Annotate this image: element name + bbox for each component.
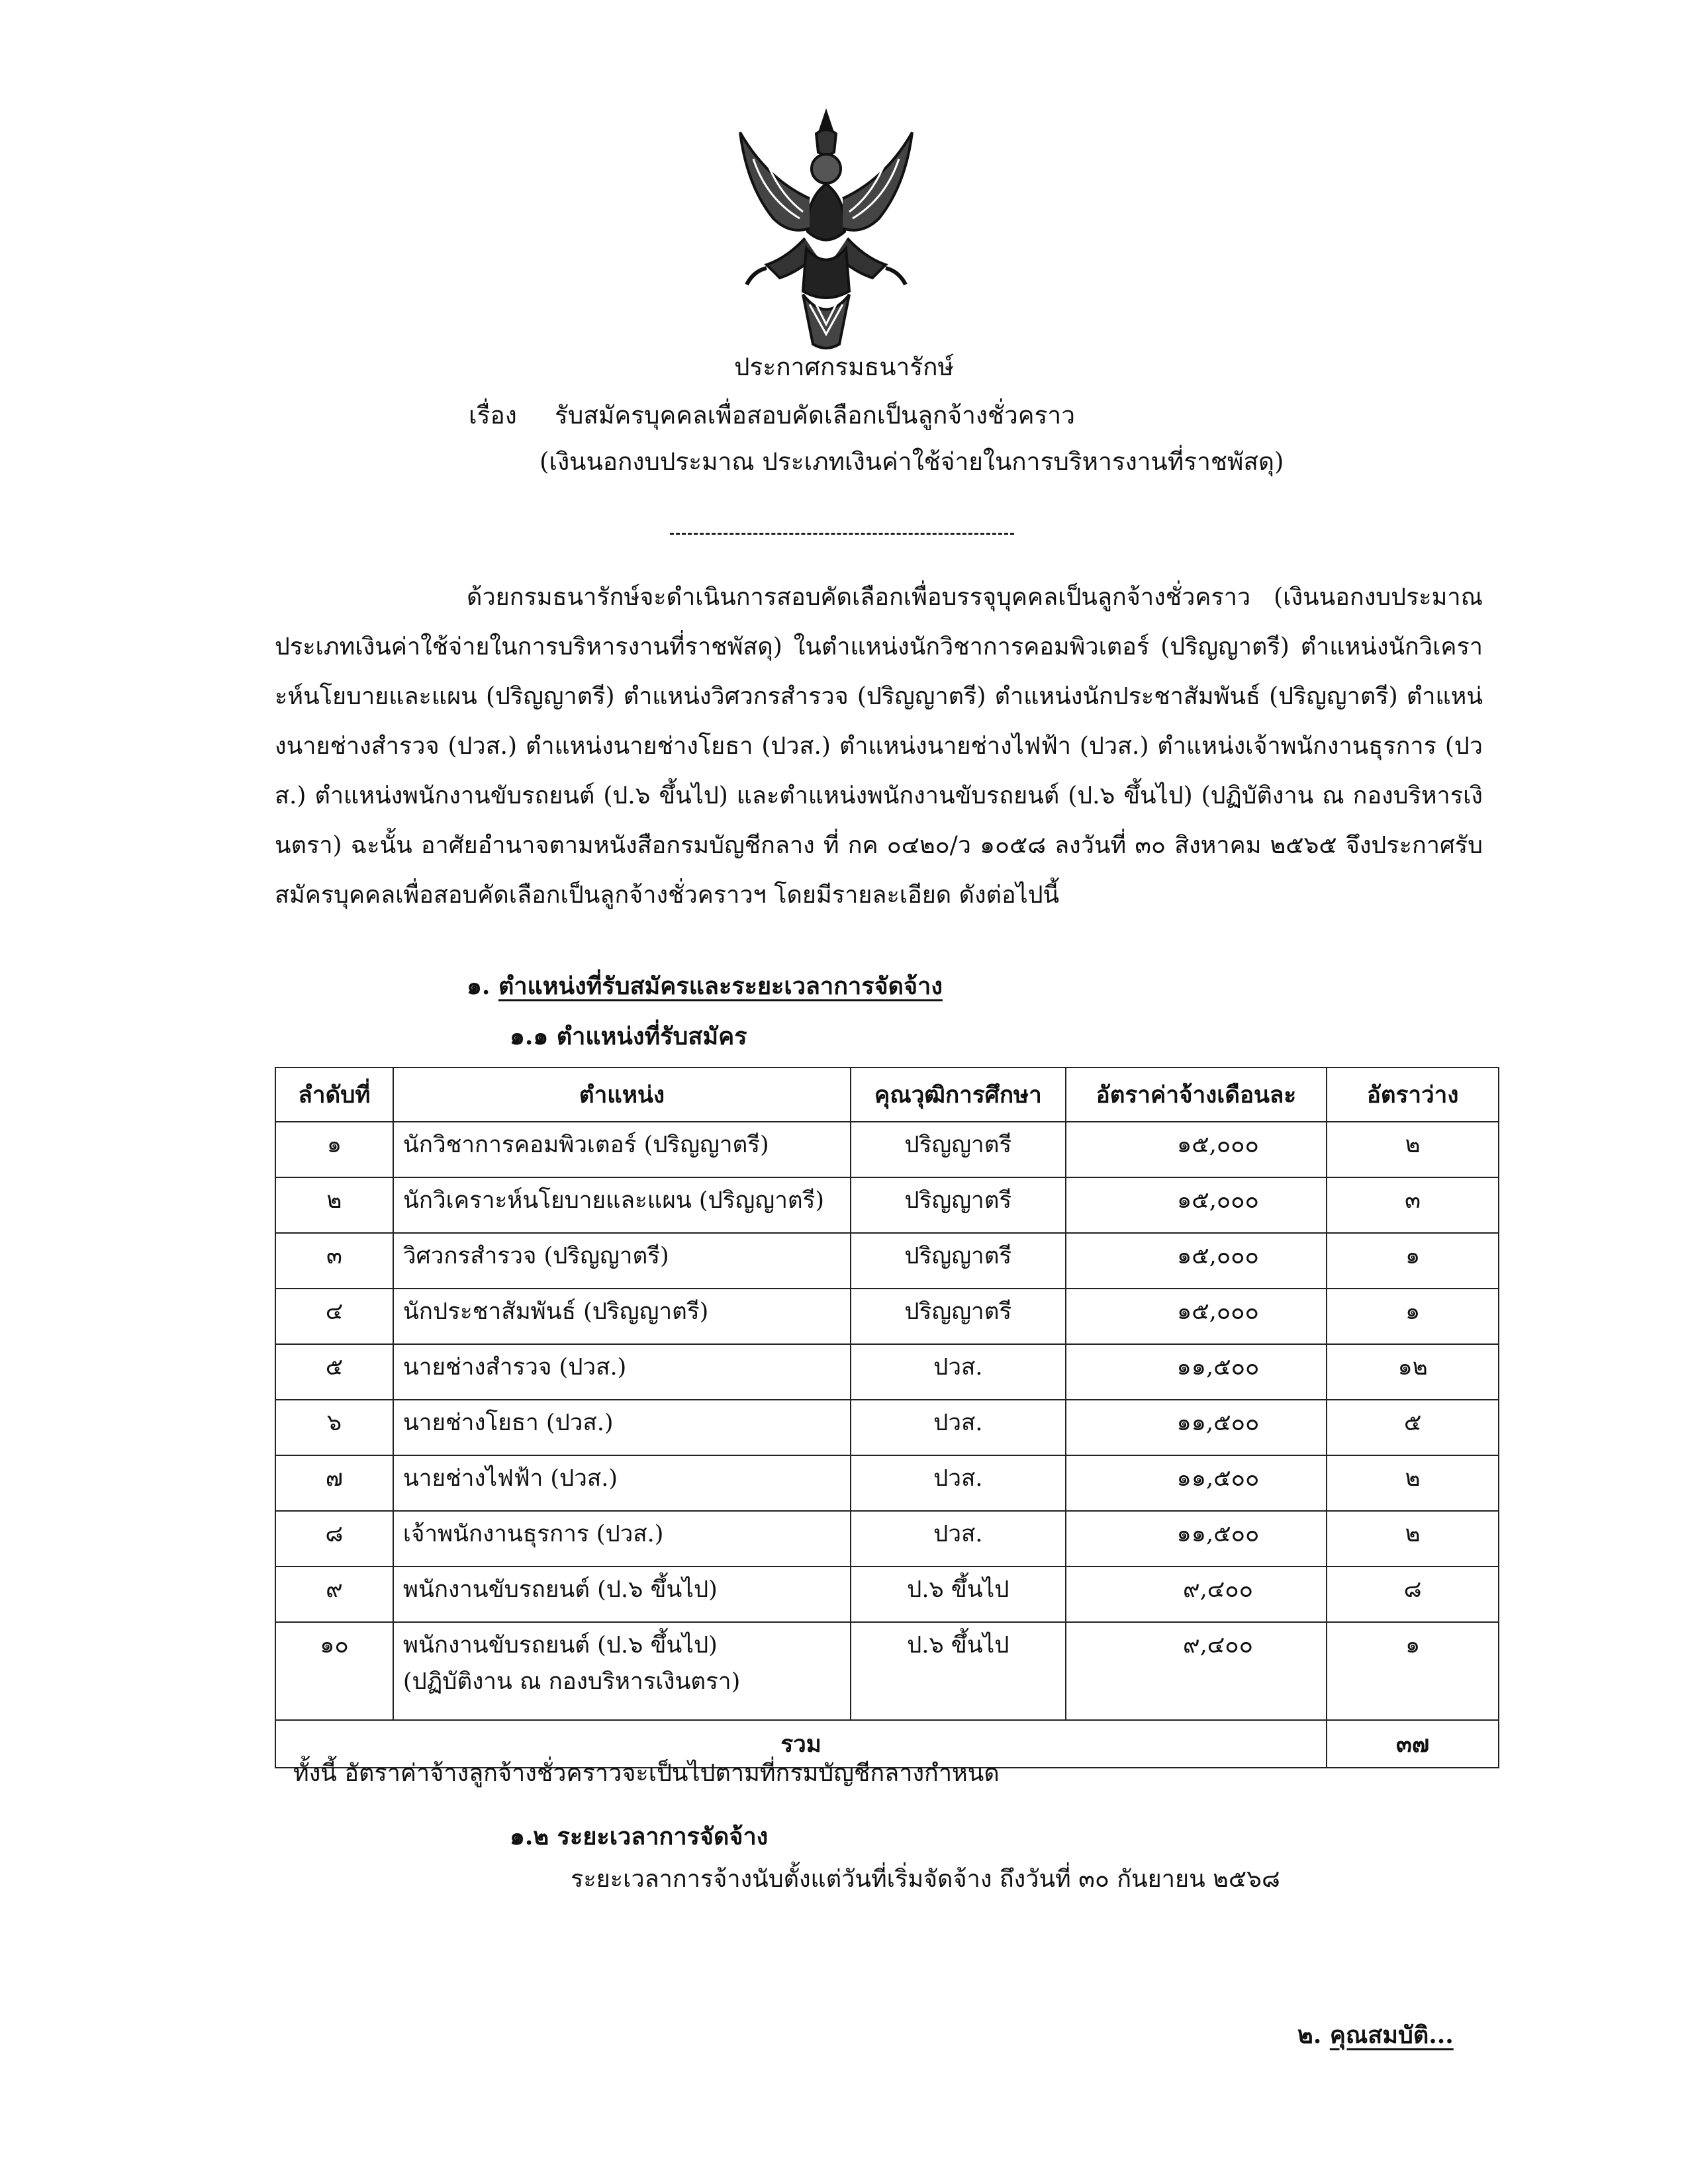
row-salary: ๑๑,๕๐๐ — [1066, 1400, 1327, 1455]
subject-note: (เงินนอกงบประมาณ ประเภทเงินค่าใช้จ่ายในการบริหารงานที่ราชพัสดุ) — [539, 447, 1284, 476]
row-education: ปริญญาตรี — [851, 1177, 1066, 1233]
section-1-2-heading: ๑.๒ ระยะเวลาการจัดจ้าง — [510, 1823, 769, 1850]
row-vacancies: ๒ — [1327, 1122, 1499, 1177]
row-position: วิศวกรสำรวจ (ปริญญาตรี) — [393, 1233, 851, 1289]
next-page-continuation — [1297, 2015, 1454, 2055]
row-position: เจ้าพนักงานธุรการ (ปวส.) — [393, 1511, 851, 1567]
table-row — [275, 1455, 1499, 1511]
table-row — [275, 1233, 1499, 1289]
row-vacancies: ๒ — [1327, 1511, 1499, 1567]
row-no: ๕ — [275, 1344, 393, 1400]
total-label: รวม — [275, 1720, 1327, 1768]
positions-table — [275, 1067, 1499, 1768]
subject-text: รับสมัครบุคคลเพื่อสอบคัดเลือกเป็นลูกจ้างชั่วคราว — [555, 401, 1075, 430]
table-row — [275, 1177, 1499, 1233]
row-no: ๑ — [275, 1122, 393, 1177]
row-salary: ๑๕,๐๐๐ — [1066, 1122, 1327, 1177]
header-vacancies: อัตราว่าง — [1327, 1068, 1499, 1122]
row-salary: ๑๕,๐๐๐ — [1066, 1289, 1327, 1344]
table-row — [275, 1567, 1499, 1622]
row-education: ปวส. — [851, 1400, 1066, 1455]
table-row — [275, 1400, 1499, 1455]
row-salary: ๑๑,๕๐๐ — [1066, 1344, 1327, 1400]
row-position-cell — [393, 1622, 851, 1720]
table-row — [275, 1622, 1499, 1720]
header-no: ลำดับที่ — [275, 1068, 393, 1122]
section-1-2-text: ระยะเวลาการจ้างนับตั้งแต่วันที่เริ่มจัดจ้าง ถึงวันที่ ๓๐ กันยายน ๒๕๖๘ — [571, 1866, 1280, 1893]
section-1-title: ตำแหน่งที่รับสมัครและระยะเวลาการจัดจ้าง — [498, 972, 943, 1000]
row-education: ปวส. — [851, 1511, 1066, 1567]
divider — [670, 533, 1014, 535]
row-position: พนักงานขับรถยนต์ (ป.๖ ขึ้นไป) — [402, 1632, 718, 1659]
header-education: คุณวุฒิการศึกษา — [851, 1068, 1066, 1122]
row-vacancies: ๘ — [1327, 1567, 1499, 1622]
row-vacancies: ๑๒ — [1327, 1344, 1499, 1400]
row-vacancies: ๕ — [1327, 1400, 1499, 1455]
next-section-number: ๒. — [1297, 2021, 1322, 2049]
row-education: ป.๖ ขึ้นไป — [851, 1622, 1066, 1720]
row-position: นายช่างสำรวจ (ปวส.) — [393, 1344, 851, 1400]
row-position-note: (ปฏิบัติงาน ณ กองบริหารเงินตรา) — [402, 1668, 741, 1695]
row-salary: ๑๑,๕๐๐ — [1066, 1511, 1327, 1567]
row-education: ปวส. — [851, 1344, 1066, 1400]
row-vacancies: ๓ — [1327, 1177, 1499, 1233]
section-1-number: ๑. — [467, 972, 491, 1000]
row-salary: ๙,๔๐๐ — [1066, 1567, 1327, 1622]
row-no: ๔ — [275, 1289, 393, 1344]
row-no: ๘ — [275, 1511, 393, 1567]
table-row — [275, 1289, 1499, 1344]
section-1-1-heading: ๑.๑ ตำแหน่งที่รับสมัคร — [510, 1023, 747, 1050]
announcement-title: ประกาศกรมธนารักษ์ — [734, 353, 954, 381]
row-vacancies: ๑ — [1327, 1289, 1499, 1344]
table-header-row — [275, 1068, 1499, 1122]
row-salary: ๑๕,๐๐๐ — [1066, 1233, 1327, 1289]
row-no: ๗ — [275, 1455, 393, 1511]
row-salary: ๑๕,๐๐๐ — [1066, 1177, 1327, 1233]
row-education: ปริญญาตรี — [851, 1233, 1066, 1289]
row-position: นายช่างไฟฟ้า (ปวส.) — [393, 1455, 851, 1511]
row-no: ๑๐ — [275, 1622, 393, 1720]
row-position: นักวิชาการคอมพิวเตอร์ (ปริญญาตรี) — [393, 1122, 851, 1177]
table-row — [275, 1122, 1499, 1177]
table-row — [275, 1511, 1499, 1567]
row-education: ป.๖ ขึ้นไป — [851, 1567, 1066, 1622]
row-vacancies: ๒ — [1327, 1455, 1499, 1511]
row-position: นักประชาสัมพันธ์ (ปริญญาตรี) — [393, 1289, 851, 1344]
row-no: ๙ — [275, 1567, 393, 1622]
table-row — [275, 1344, 1499, 1400]
table-note: ทั้งนี้ อัตราค่าจ้างลูกจ้างชั่วคราวจะเป็นไปตามที่กรมบัญชีกลางกำหนด — [293, 1760, 1000, 1787]
total-vacancies: ๓๗ — [1327, 1720, 1499, 1768]
row-position: พนักงานขับรถยนต์ (ป.๖ ขึ้นไป) — [393, 1567, 851, 1622]
subject-label: เรื่อง — [469, 401, 517, 430]
section-1-heading — [467, 966, 943, 1006]
body-paragraph: ด้วยกรมธนารักษ์จะดำเนินการสอบคัดเลือกเพื่อบรรจุบุคคลเป็นลูกจ้างชั่วคราว (เงินนอกงบประมาณ ประเภทเงินค่าใช้จ่ายในการบริหารงานที่ราชพัสดุ) ในตำแหน่งนักวิชาการคอมพิวเตอร์ (ปริญญาตรี) ตำแหน่งนักวิเคราะห์นโยบายและแผน (ปริญญาตรี) ตำแหน่งวิศวกรสำรวจ (ปริญญาตรี) ตำแหน่งนักประชาสัมพันธ์ (ปริญญาตรี) ตำแหน่งนายช่างสำรวจ (ปวส.) ตำแหน่งนายช่างโยธา (ปวส.) ตำแหน่งนายช่างไฟฟ้า (ปวส.) ตำแหน่งเจ้าพนักงานธุรการ (ปวส.) ตำแหน่งพนักงานขับรถยนต์ (ป.๖ ขึ้นไป) และตำแหน่งพนักงานขับรถยนต์ (ป.๖ ขึ้นไป) (ปฏิบัติงาน ณ กองบริหารเงินตรา) ฉะนั้น อาศัยอำนาจตามหนังสือกรมบัญชีกลาง ที่ กค ๐๔๒๐/ว ๑๐๕๘ ลงวันที่ ๓๐ สิงหาคม ๒๕๖๕ จึงประกาศรับสมัครบุคคลเพื่อสอบคัดเลือกเป็นลูกจ้างชั่วคราวฯ โดยมีรายละเอียด ดังต่อไปนี้ — [275, 584, 1483, 909]
garuda-emblem-icon — [727, 106, 925, 357]
row-no: ๓ — [275, 1233, 393, 1289]
row-position: นายช่างโยธา (ปวส.) — [393, 1400, 851, 1455]
row-vacancies: ๑ — [1327, 1622, 1499, 1720]
row-salary: ๙,๔๐๐ — [1066, 1622, 1327, 1720]
row-no: ๖ — [275, 1400, 393, 1455]
header-salary: อัตราค่าจ้างเดือนละ — [1066, 1068, 1327, 1122]
row-education: ปริญญาตรี — [851, 1289, 1066, 1344]
row-no: ๒ — [275, 1177, 393, 1233]
row-position: นักวิเคราะห์นโยบายและแผน (ปริญญาตรี) — [393, 1177, 851, 1233]
row-education: ปริญญาตรี — [851, 1122, 1066, 1177]
next-section-title: คุณสมบัติ... — [1329, 2021, 1454, 2049]
row-salary: ๑๑,๕๐๐ — [1066, 1455, 1327, 1511]
row-education: ปวส. — [851, 1455, 1066, 1511]
row-vacancies: ๑ — [1327, 1233, 1499, 1289]
header-position: ตำแหน่ง — [393, 1068, 851, 1122]
